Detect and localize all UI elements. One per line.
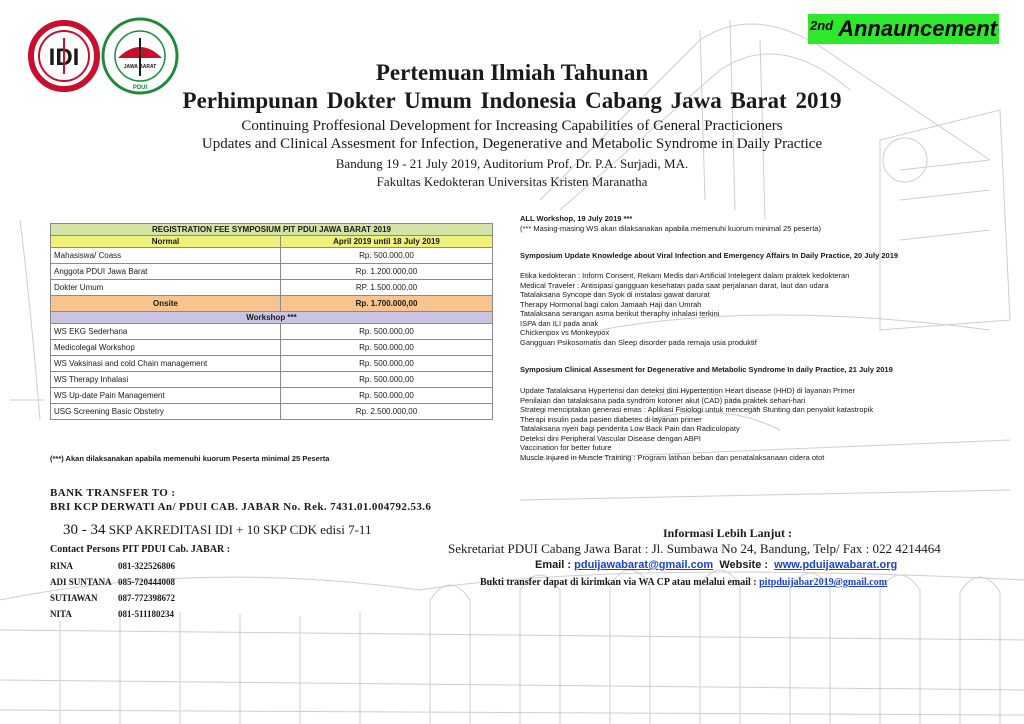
list-item: Penilaian dan tatalaksana pada syndrom koroner akut (CAD) pada praktek sehari-hari	[520, 395, 806, 405]
email-website-line	[535, 559, 897, 571]
symposium-2-list	[520, 386, 873, 462]
fee-col-normal: Normal	[51, 236, 281, 248]
table-row	[51, 356, 493, 372]
list-item: Deteksi dini Peripheral Vascular Disease dengan ABPI	[520, 433, 701, 443]
email-label: Email :	[535, 559, 575, 571]
fee-price: Rp. 2.500.000,00	[281, 404, 493, 420]
skp-accreditation	[63, 522, 371, 539]
secretariat-address: Sekretariat PDUI Cabang Jawa Barat : Jl. Sumbawa No 24, Bandung, Telp/ Fax : 022 4214464	[448, 541, 941, 556]
table-row	[51, 324, 493, 340]
contact-list	[50, 561, 175, 625]
fee-price: Rp. 500.000,00	[281, 248, 493, 264]
transfer-note-text: Bukti transfer dapat di kirimkan via WA CP atau melalui email :	[480, 577, 760, 588]
fee-price: RP. 1.500.000,00	[281, 280, 493, 296]
table-row	[51, 280, 493, 296]
fee-price: Rp. 500.000,00	[281, 388, 493, 404]
list-item: Therapy Hormonal bagi calon Jamaah Haji dan Umrah	[520, 299, 702, 309]
website-link[interactable]: www.pduijawabarat.org	[774, 559, 898, 571]
fee-table-title: REGISTRATION FEE SYMPOSIUM PIT PDUI JAWA BARAT 2019	[51, 224, 493, 236]
announcement-label: Annauncement	[838, 16, 998, 41]
registration-fee-table	[50, 223, 493, 420]
skp-range: 30 - 34	[63, 522, 106, 538]
fee-label: WS Vaksinasi and cold Chain management	[51, 356, 281, 372]
contact-name: SUTIAWAN	[50, 593, 98, 603]
contact-phone: 081-322526806	[118, 561, 175, 571]
contact-phone: 081-511180234	[118, 609, 175, 619]
list-item	[50, 577, 175, 593]
subtitle-line-2: Updates and Clinical Assesment for Infection, Degenerative and Metabolic Syndrome in Daily Practice	[201, 136, 823, 152]
event-date-venue: Bandung 19 - 21 July 2019, Auditorium Prof. Dr. P.A. Surjadi, MA.	[335, 156, 689, 171]
fee-label: Medicolegal Workshop	[51, 340, 281, 356]
fee-label: Mahasiswa/ Coass	[51, 248, 281, 264]
symposium-2-title: Symposium Clinical Assesment for Degenerative and Metabolic Syndrome In daily Practice, 21 July 2019	[520, 365, 893, 374]
subtitle-line-1: Continuing Proffesional Development for Increasing Capabilities of General Practicioners	[241, 118, 783, 134]
symposium-1-title: Symposium Update Knowledge about Viral Infection and Emergency Affairs In Daily Practice, 20 July 2019	[520, 251, 899, 260]
list-item: Chickenpox vs Monkeypox	[520, 328, 610, 337]
pdui-logo-bottom-text: PDUI	[132, 85, 148, 91]
fee-label: Onsite	[51, 296, 281, 312]
bank-line-1: BANK TRANSFER TO :	[50, 487, 176, 499]
contact-title: Contact Persons PIT PDUI Cab. JABAR :	[50, 544, 231, 555]
fee-price: Rp. 1.200.000,00	[281, 264, 493, 280]
list-item: ISPA dan ILI pada anak	[520, 318, 599, 328]
skp-text: SKP AKREDITASI IDI + 10 SKP CDK edisi 7-11	[108, 522, 372, 537]
table-row	[51, 372, 493, 388]
list-item	[50, 561, 175, 577]
title-line-1: Pertemuan Ilmiah Tahunan	[375, 60, 649, 85]
table-row	[51, 340, 493, 356]
workshop-note: (*** Masing-masing WS akan dilaksanakan apabila memenuhi kuorum minimal 25 peserta)	[520, 224, 821, 233]
list-item: Tatalaksana Syncope dan Syok di instalasi gawat darurat	[520, 290, 710, 299]
list-item: Etika kedokteran : Inform Consent, Rekam Medis dan Artificial Intelegent dalam praktek kedokteran	[520, 271, 850, 280]
fee-price: Rp. 500.000,00	[281, 324, 493, 340]
fee-label: USG Screening Basic Obstetry	[51, 404, 281, 420]
fee-col-period: April 2019 until 18 July 2019	[281, 236, 493, 248]
table-row-onsite	[51, 296, 493, 312]
workshop-header: Workshop ***	[51, 312, 493, 324]
pdui-logo-inner-text: JAWA BARAT	[123, 64, 157, 70]
list-item	[50, 593, 175, 609]
title-line-2: Perhimpunan Dokter Umum Indonesia Cabang Jawa Barat 2019	[182, 88, 842, 113]
fee-label: Anggota PDUI Jawa Barat	[51, 264, 281, 280]
idi-logo-text: IDI	[48, 44, 80, 71]
event-faculty: Fakultas Kedokteran Universitas Kristen Maranatha	[376, 174, 648, 189]
announcement-ordinal: 2nd	[809, 17, 834, 33]
list-item: Muscle Injured in Muscle Training : Program latihan beban dan penatalaksanaan cidera otot	[520, 452, 825, 462]
website-label: Website :	[713, 559, 775, 571]
table-row	[51, 404, 493, 420]
list-item: Tatalaksana nyeri bagi penderita Low Back Pain dan Radiculopaty	[520, 424, 740, 433]
list-item: Tatalaksana serangan asma berikut theraphy inhalasi terkini	[520, 309, 720, 318]
table-row	[51, 264, 493, 280]
fee-price: Rp. 1.700.000,00	[281, 296, 493, 312]
list-item: Gangguan Psikosomatis dan Sleep disorder pada remaja usia produktif	[520, 337, 757, 347]
table-row	[51, 248, 493, 264]
transfer-email-link[interactable]: pitpduijabar2019@gmail.com	[759, 577, 888, 588]
list-item: Therapi insulin pada pasien diabetes di layanan primer	[520, 414, 702, 424]
workshop-title: ALL Workshop, 19 July 2019 ***	[520, 214, 633, 223]
list-item	[50, 609, 175, 625]
contact-phone: 087-772398672	[118, 593, 175, 603]
list-item: Vaccination for better future	[520, 443, 612, 452]
fee-label: WS Therapy Inhalasi	[51, 372, 281, 388]
fee-price: Rp. 500.000,00	[281, 340, 493, 356]
bank-transfer	[50, 486, 431, 514]
fee-price: Rp. 500.000,00	[281, 372, 493, 388]
list-item: Medical Traveler : Antisipasi gangguan kesehatan pada saat perjalanan darat, laut dan udara	[520, 280, 829, 290]
info-title: Informasi Lebih Lanjut :	[663, 526, 793, 540]
email-link[interactable]: pduijawabarat@gmail.com	[574, 559, 714, 571]
fee-footnote: (***) Akan dilaksanakan apabila memenuhi kuorum Peserta minimal 25 Peserta	[50, 454, 330, 463]
list-item: Update Tatalaksana Hypertensi dan deteksi dini Hypertention Heart disease (HHD) di layanan Primer	[520, 386, 856, 395]
table-row	[51, 388, 493, 404]
announcement-badge	[808, 14, 999, 44]
symposium-1-list	[520, 271, 849, 347]
contact-name: NITA	[50, 609, 72, 619]
fee-label: WS Up-date Pain Management	[51, 388, 281, 404]
bank-line-2: BRI KCP DERWATI An/ PDUI CAB. JABAR No. Rek. 7431.01.004792.53.6	[50, 501, 432, 513]
fee-price: Rp. 500.000,00	[281, 356, 493, 372]
transfer-note	[480, 577, 887, 588]
contact-phone: 085-720444008	[118, 577, 175, 587]
list-item: Strategi menciptakan generasi emas : Aplikasi Fisiologi untuk mencegah Stunting dan penyakit katastropik	[520, 405, 874, 414]
contact-name: RINA	[50, 561, 74, 571]
contact-name: ADI SUNTANA	[50, 577, 112, 587]
fee-label: Dokter Umum	[51, 280, 281, 296]
fee-label: WS EKG Sederhana	[51, 324, 281, 340]
